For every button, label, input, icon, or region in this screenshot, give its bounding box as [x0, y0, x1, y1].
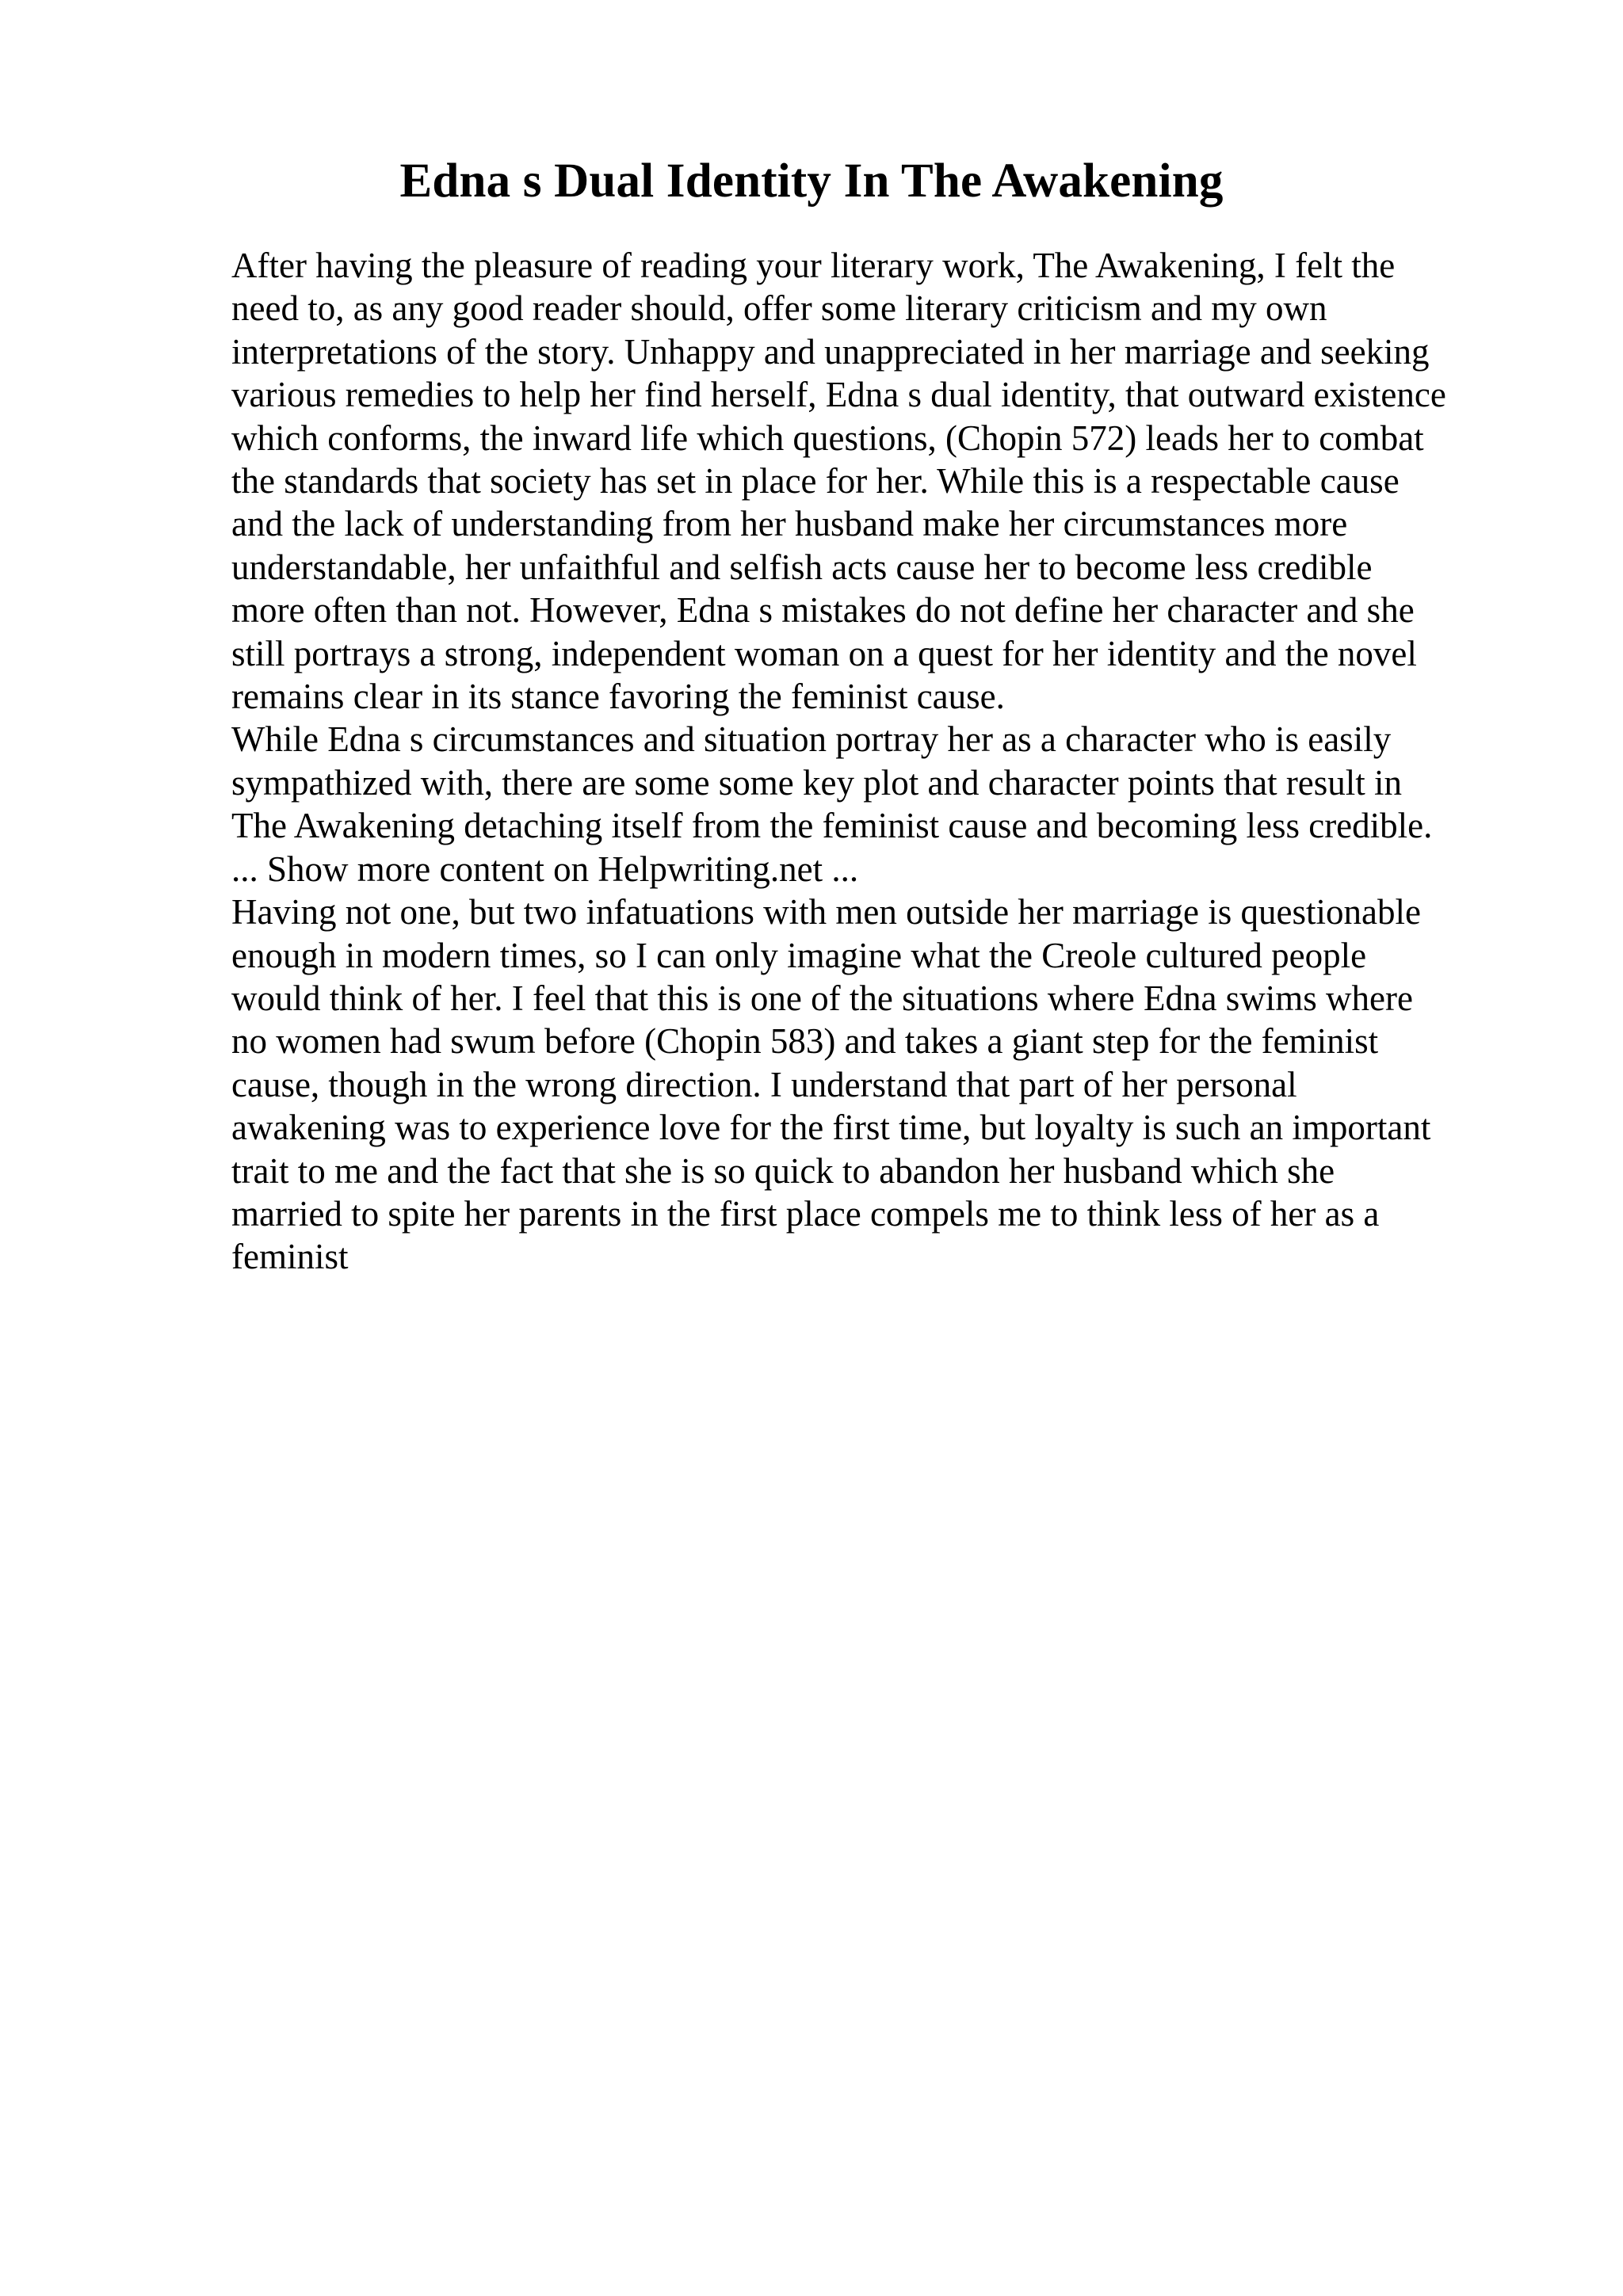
text-line: remains clear in its stance favoring the feminist cause. [231, 677, 1005, 717]
text-line: need to, as any good reader should, offer some literary criticism and my own [231, 288, 1327, 329]
text-line: interpretations of the story. Unhappy and unappreciated in her marriage and seeking [231, 331, 1430, 372]
text-line: enough in modern times, so I can only imagine what the Creole cultured people [231, 935, 1367, 975]
text-line: and the lack of understanding from her husband make her circumstances more [231, 504, 1348, 544]
text-line: still portrays a strong, independent woman on a quest for her identity and the novel [231, 633, 1417, 673]
text-line: the standards that society has set in place for her. While this is a respectable cause [231, 461, 1400, 502]
text-line: Having not one, but two infatuations with men outside her marriage is questionable [231, 892, 1421, 933]
text-line: awakening was to experience love for the first time, but loyalty is such an important [231, 1108, 1431, 1148]
text-line: sympathized with, there are some some key plot and character points that result in [231, 762, 1403, 803]
text-line: would think of her. I feel that this is one of the situations where Edna swims where [231, 978, 1413, 1018]
text-line: While Edna s circumstances and situation portray her as a character who is easily [231, 719, 1392, 760]
text-line: which conforms, the inward life which questions, (Chopin 572) leads her to combat [231, 418, 1424, 458]
show-more-line: ... Show more content on Helpwriting.net ... [231, 849, 859, 889]
text-line: no women had swum before (Chopin 583) and takes a giant step for the feminist [231, 1021, 1379, 1062]
document-body [231, 244, 1531, 1279]
text-line: more often than not. However, Edna s mistakes do not define her character and she [231, 590, 1415, 631]
text-line: After having the pleasure of reading your literary work, The Awakening, I felt the [231, 246, 1396, 285]
text-line: The Awakening detaching itself from the feminist cause and becoming less credible. [231, 806, 1433, 846]
text-line: understandable, her unfaithful and selfish acts cause her to become less credible [231, 547, 1373, 587]
text-line: feminist [231, 1237, 349, 1277]
document-title: Edna s Dual Identity In The Awakening [399, 154, 1224, 208]
text-line: married to spite her parents in the first place compels me to think less of her as a [231, 1193, 1380, 1234]
text-line: trait to me and the fact that she is so quick to abandon her husband which she [231, 1150, 1335, 1191]
text-line: various remedies to help her find herself, Edna s dual identity, that outward existence [231, 375, 1446, 415]
text-line: cause, though in the wrong direction. I understand that part of her personal [231, 1064, 1297, 1104]
